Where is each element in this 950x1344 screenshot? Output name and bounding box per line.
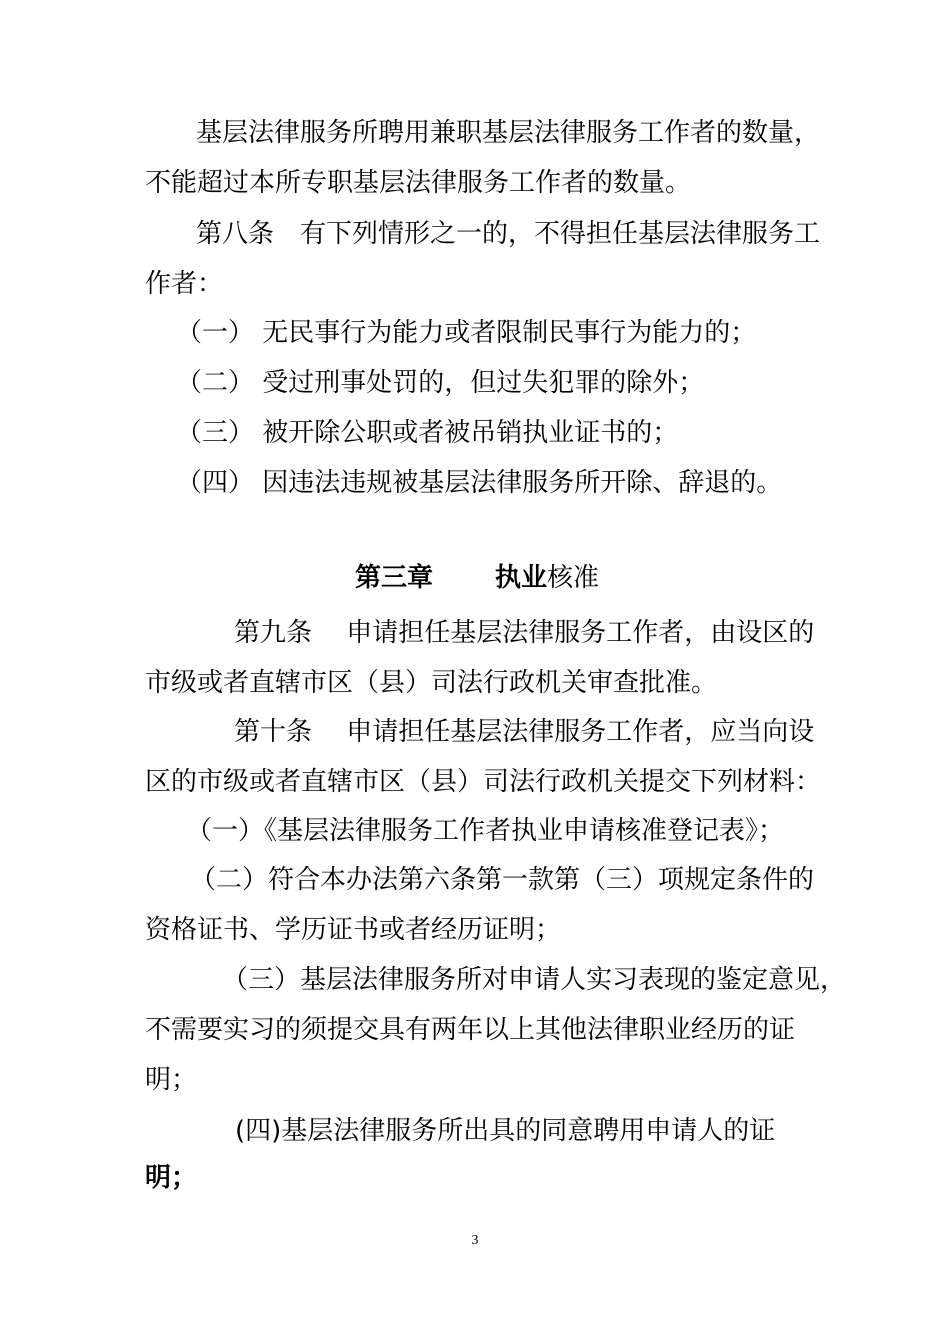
article-8-line: 作者： xyxy=(145,269,224,299)
article-9-line: 市级或者直辖市区（县）司法行政机关审查批准。 xyxy=(145,668,718,698)
list-item-continuation: 明； xyxy=(145,1065,198,1095)
list-item: （三）基层法律服务所对申请人实习表现的鉴定意见， xyxy=(222,965,847,995)
paragraph-line: 基层法律服务所聘用兼职基层法律服务工作者的数量， xyxy=(196,118,821,148)
list-item-continuation: 资格证书、学历证书或者经历证明； xyxy=(145,915,562,945)
list-item: （一） 无民事行为能力或者限制民事行为能力的； xyxy=(176,318,757,348)
list-item: (四)基层法律服务所出具的同意聘用申请人的证 xyxy=(235,1116,776,1146)
list-item: （二） 受过刑事处罚的，但过失犯罪的除外； xyxy=(176,368,705,398)
list-item: （一）《基层法律服务工作者执业申请核准登记表》； xyxy=(186,816,785,846)
list-item: （四） 因违法违规被基层法律服务所开除、辞退的。 xyxy=(176,468,783,498)
list-item: （三） 被开除公职或者被吊销执业证书的； xyxy=(176,418,679,448)
article-10-line: 区的市级或者直辖市区（县）司法行政机关提交下列材料： xyxy=(145,767,822,797)
article-9-line: 第九条 申请担任基层法律服务工作者，由设区的 xyxy=(234,618,815,648)
list-item-continuation: 明； xyxy=(145,1163,198,1193)
chapter-heading xyxy=(355,560,599,596)
article-10-line: 第十条 申请担任基层法律服务工作者，应当向设 xyxy=(234,717,815,747)
article-8-line: 第八条 有下列情形之一的，不得担任基层法律服务工 xyxy=(196,219,821,249)
chapter-title-regular: 核准 xyxy=(547,563,600,593)
page-number: 3 xyxy=(471,1233,479,1248)
chapter-number: 第三章 xyxy=(355,563,434,593)
chapter-title-bold: 执业 xyxy=(495,563,548,593)
list-item: （二）符合本办法第六条第一款第（三）项规定条件的 xyxy=(190,865,815,895)
list-item-continuation: 不需要实习的须提交具有两年以上其他法律职业经历的证 xyxy=(145,1015,796,1045)
paragraph-line: 不能超过本所专职基层法律服务工作者的数量。 xyxy=(145,168,692,198)
